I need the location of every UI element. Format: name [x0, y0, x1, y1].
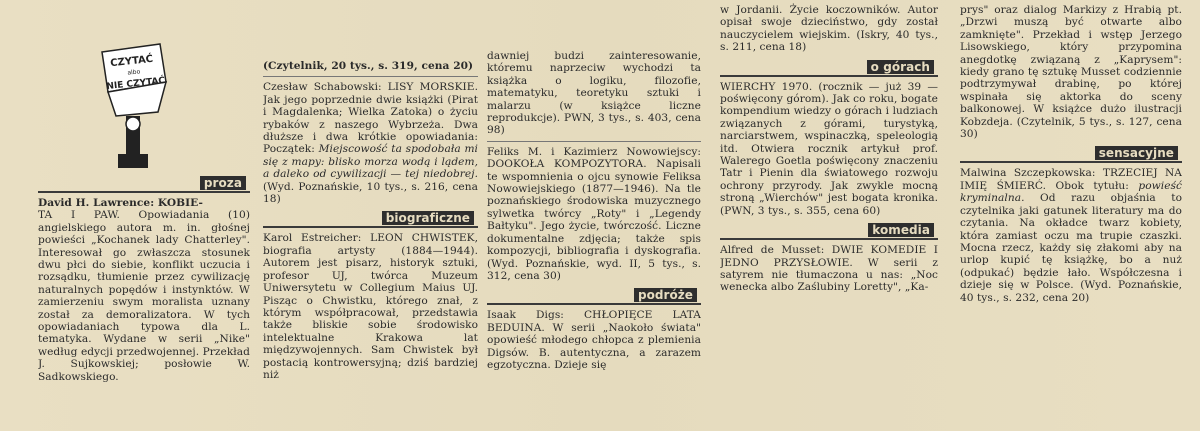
column-1 — [38, 0, 250, 431]
article-szczepkowska-body: Od razu objaśnia to czytelnika jaki gatunek literatury ma do czytania. Na okładce twarz kobiety, która zamiast oczu ma trupie czaszki. Mocna rzecz, każdy się złakomi aby na urlop kupić tę książkę, bo a nuż (odpukać) będzie łało. Współczesna i dzieje się w Polsce. (Wyd. Poznańskie, 40 tys., s. 232, cena 20) — [960, 192, 1182, 304]
article-szczepkowska-head: Malwina Szczepkowska: TRZECIEJ NA IMIĘ ŚMIERĆ. Obok tytułu: — [960, 167, 1182, 192]
article-digs-tail: w Jordanii. Życie koczowników. Autor opisał swoje dzieciństwo, gdy został nauczycielem wiejskim. (Iskry, 40 tys., s. 211, cena 18) — [720, 4, 938, 54]
article-lawrence-head: David H. Lawrence: KOBIE- — [38, 197, 203, 209]
section-header-o-gorach: o górach — [720, 60, 938, 77]
article-musset: Alfred de Musset: DWIE KOMEDIE I JEDNO PRZYSŁOWIE. W serii z satyrem nie tłumaczona u nas: „Noc wenecka albo Zaślubiny Loretty", „Ka- — [720, 244, 938, 294]
article-nowowiejscy: Feliks M. i Kazimierz Nowowiejscy: DOOKOŁA KOMPOZYTORA. Napisali te wspomnienia o ojcu synowie Feliksa Nowowiejskiego (1877—1946). Na tle poznańskiego środowiska muzycznego sylwetka twórcy „Roty" i „Legendy Bałtyku". Jego życie, twórczość. Liczne dokumentalne zdjęcia; także spis kompozycji, bibliografia i dyskografia. (Wyd. Poznańskie, wyd. II, 5 tys., s. 312, cena 30) — [487, 145, 701, 282]
section-header-podroze: podróże — [487, 288, 701, 305]
article-prev-tail: (Czytelnik, 20 tys., s. 319, cena 20) — [263, 60, 474, 72]
article-schabowski-body: Czesław Schabowski: LISY MORSKIE. Jak jego poprzednie dwie książki (Pirat i Magdalenka; Wielka Zatoka) o życiu rybaków z naszego Wybrzeża. Dwa dłuższe i dwa krótkie opowiadania: Początek: — [263, 81, 478, 156]
logo-text-top: CZYTAĆ — [109, 53, 154, 70]
article-szczepkowska — [960, 167, 1182, 303]
article-lawrence-body: TA I PAW. Opowiadania (10) angielskiego autora m. in. głośnej powieści „Kochanek lady Chatterley". Interesował go zwłaszcza stosunek dwu płci do siebie, konflikt uczucia i rozsądku, tłumienie przez cywilizację naturalnych popędów i instynktów. W zamierzeniu swym moralista uznany został za demoralizatora. W tych opowiadaniach typowa dla L. tematyka. Wydane w serii „Nike" według edycji przedwojennej. Przekład J. Sujkowskiej; posłowie W. Sadkowskiego. — [38, 209, 250, 383]
article-schabowski — [263, 81, 478, 205]
article-szczepkowska-genre: powieść kryminalna. — [960, 179, 1182, 205]
article-estreicher: Karol Estreicher: LEON CHWISTEK, biografia artysty (1884—1944). Autorem jest pisarz, historyk sztuki, profesor UJ, twórca Muzeum Uniwersytetu w Collegium Maius UJ. Pisząc o Chwistku, którego znał, z którym współpracował, przedstawia także bliskie sobie środowisko intelektualne Krakowa lat międzywojennych. Sam Chwistek był postacią kontrowersyjną; dziś bardziej niż — [263, 232, 478, 381]
article-schabowski-pub: (Wyd. Poznańskie, 10 tys., s. 216, cena 18) — [263, 180, 478, 206]
logo-text-mid: albo — [127, 68, 141, 77]
column-4 — [720, 0, 938, 431]
section-header-komedia: komedia — [720, 223, 938, 240]
section-header-biograficzne: biograficzne — [263, 211, 478, 228]
article-chwistek-tail: dawniej budzi zainteresowanie, któremu naprzeciw wychodzi ta książka o logiku, filozofie, matematyku, teoretyku sztuki i malarzu (w książce liczne reprodukcje). PWN, 3 tys., s. 403, cena 98) — [487, 50, 701, 137]
section-header-sensacyjne: sensacyjne — [960, 146, 1182, 163]
column-2 — [263, 0, 478, 431]
article-digs: Isaak Digs: CHŁOPIĘCE LATA BEDUINA. W serii „Naokoło świata" opowieść młodego chłopca z plemienia Digsów. B. autentyczna, a zarazem egzotyczna. Dzieje się — [487, 309, 701, 371]
article-musset-tail: prys" oraz dialog Markizy z Hrabią pt. „Drzwi muszą być otwarte albo zamknięte". Przekład i wstęp Jerzego Lisowskiego, który przypomina anegdotkę związaną z „Kaprysem": kiedy grano tę sztukę Musset codziennie podtrzymywał drabinę, po której wspinała się aktorka do sceny balkonowej. W książce dużo ilustracji Kobzdeja. (Czytelnik, 5 tys., s. 127, cena 30) — [960, 4, 1182, 141]
column-5 — [960, 0, 1182, 431]
article-lawrence — [38, 197, 250, 383]
article-schabowski-quote: Miejscowość ta spodobała mi się z mapy: blisko morza wodą i lądem, a daleko od cywilizacji — tej niedobrej. — [263, 143, 478, 181]
logo-text-bot: NIE CZYTAĆ — [106, 75, 166, 93]
section-header-proza: proza — [38, 176, 250, 193]
article-wierchy: WIERCHY 1970. (rocznik — już 39 — poświęcony górom). Jak co roku, bogate kompendium wiedzy o górach i ludziach związanych z górami, turystyką, narciarstwem, wspinaczką, speleologią itd. Otwiera rocznik artykuł prof. Walerego Goetla poświęcony znaczeniu Tatr i Pienin dla światowego rozwoju ochrony przyrody. Jak zwykle mocną stroną „Wierchów" jest bogata kronika. (PWN, 3 tys., s. 355, cena 60) — [720, 80, 938, 217]
column-3 — [487, 0, 701, 431]
